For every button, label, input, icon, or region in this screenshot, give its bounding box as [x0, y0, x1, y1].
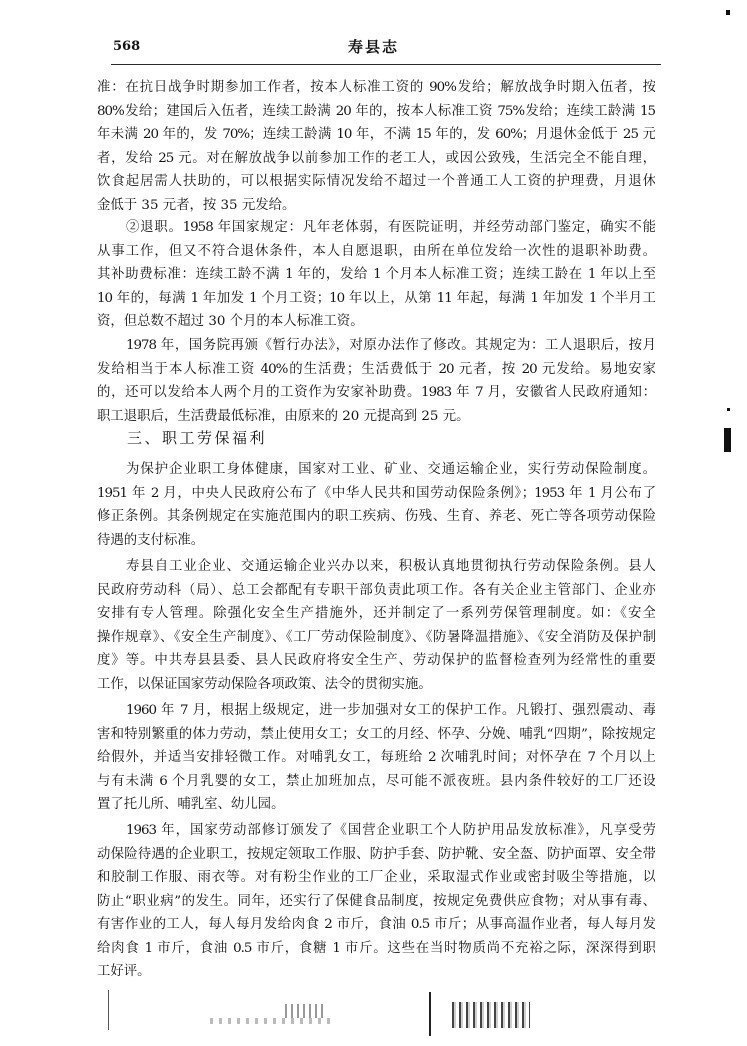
text-line: 置了托儿所、哺乳室、幼儿园。	[97, 797, 285, 812]
text-line: 动保险待遇的企业职工，按规定领取工作服、防护手套、防护靴、安全盔、防护面罩、安全带	[97, 846, 655, 862]
scan-artifact	[429, 992, 431, 1036]
text-line: 待遇的支付标准。	[97, 532, 205, 548]
paragraph-retirement-standards	[97, 76, 655, 217]
scan-artifact	[210, 1018, 330, 1024]
text-line: 职工退职后，生活费最低标准，由原来的 20 元提高到 25 元。	[97, 408, 470, 424]
paragraph-1978-revision	[97, 334, 655, 428]
book-title: 寿县志	[348, 38, 400, 56]
text-line: 者，发给 25 元。对在解放战争以前参加工作的老工人，或因公致残，生活完全不能自理，	[97, 150, 655, 166]
text-line: 防止“职业病”的发生。同年，还实行了保健食品制度，按规定免费供应食物；对从事有毒、	[97, 893, 655, 909]
paragraph-shouxian-implementation	[97, 555, 655, 696]
text-line: 1978 年，国务院再颁《暂行办法》，对原办法作了修改。其规定为：工人退职后，按月	[126, 338, 655, 353]
text-line: 为保护企业职工身体健康，国家对工业、矿业、交通运输企业，实行劳动保险制度。	[126, 462, 655, 477]
paragraph-protective-equipment	[97, 819, 655, 984]
text-line: 年未满 20 年的，发 70%；连续工龄满 10 年，不满 15 年的，发 60%；月退休金低于 25 元	[97, 127, 655, 142]
text-line: 工好评。	[97, 964, 151, 979]
text-line: 害和特别繁重的体力劳动，禁止使用女工；女工的月经、怀孕、分娩、哺乳“四期”，除按规定	[97, 726, 655, 742]
text-line: 金低于 35 元者，按 35 元发给。	[97, 197, 296, 213]
scan-artifact	[724, 428, 731, 452]
header-rule	[111, 64, 661, 65]
text-line: 和胶制工作服、雨衣等。对有粉尘作业的工厂企业，采取湿式作业或密封吸尘等措施，以	[97, 870, 655, 885]
text-line: 有害作业的工人，每人每月发给肉食 2 市斤，食油 0.5 市斤；从事高温作业者，每人每月发	[97, 917, 655, 932]
scan-artifact	[727, 408, 730, 411]
text-line: 民政府劳动科（局）、总工会都配有专职干部负责此项工作。各有关企业主管部门、企业亦	[97, 582, 655, 598]
text-line: 的，还可以发给本人两个月的工资作为安家补助费。1983 年 7 月，安徽省人民政府通知：	[97, 385, 655, 400]
text-line: 1960 年 7 月，根据上级规定，进一步加强对女工的保护工作。凡锻打、强烈震动、毒	[126, 703, 655, 718]
paragraph-female-workers	[97, 699, 655, 817]
scan-artifact	[285, 1004, 325, 1018]
text-line: 度》等。中共寿县县委、县人民政府将安全生产、劳动保护的监督检查列为经常性的重要	[97, 653, 655, 668]
text-line: 准：在抗日战争时期参加工作者，按本人标准工资的 90%发给；解放战争时期入伍者，按	[97, 80, 655, 95]
text-line: 修正条例。其条例规定在实施范围内的职工疾病、伤残、生育、养老、死亡等各项劳动保险	[97, 509, 655, 524]
text-line: 1951 年 2 月，中央人民政府公布了《中华人民共和国劳动保险条例》；1953 年 1 月公布了	[97, 485, 655, 501]
text-line: 与有未满 6 个月乳婴的女工，禁止加班加点，尽可能不派夜班。县内条件较好的工厂还设	[97, 773, 655, 789]
paragraph-resignation	[97, 216, 655, 334]
text-line: 安排有专人管理。除强化安全生产措施外，还并制定了一系列劳保管理制度。如：《安全	[97, 606, 655, 621]
text-line: 从事工作，但又不符合退休条件，本人自愿退职，由所在单位发给一次性的退职补助费。	[97, 243, 655, 259]
text-line: 10 年的，每满 1 年加发 1 个月工资；10 年以上，从第 11 年起，每满 1 年加发 1 个半月工	[97, 290, 655, 306]
text-line: 1963 年，国家劳动部修订颁发了《国营企业职工个人防护用品发放标准》，凡享受劳	[126, 823, 655, 838]
text-line: 其补助费标准：连续工龄不满 1 年的，发给 1 个月本人标准工资；连续工龄在 1 年以上至	[97, 267, 655, 282]
text-line: 操作规章》、《安全生产制度》、《工厂劳动保险制度》、《防暑降温措施》、《安全消防及保护制	[97, 629, 655, 645]
section-heading: 三、职工劳保福利	[127, 429, 268, 447]
text-line: ②退职。1958 年国家规定：凡年老体弱，有医院证明，并经劳动部门鉴定，确实不能	[126, 220, 655, 235]
text-line: 给假外，并适当安排轻微工作。对哺乳女工，每班给 2 次哺乳时间；对怀孕在 7 个月以上	[97, 750, 655, 765]
text-line: 饮食起居需人扶助的，可以根据实际情况发给不超过一个普通工人工资的护理费，月退休	[97, 174, 655, 189]
text-line: 资，但总数不超过 30 个月的本人标准工资。	[97, 314, 364, 329]
text-line: 80%发给；建国后入伍者，连续工龄满 20 年的，按本人标准工资 75%发给；连续工龄满 15	[97, 103, 655, 119]
text-line: 寿县自工业企业、交通运输企业兴办以来，积极认真地贯彻执行劳动保险条例。县人	[126, 559, 655, 574]
scan-artifact	[452, 1002, 530, 1028]
text-line: 给肉食 1 市斤，食油 0.5 市斤，食糖 1 市斤。这些在当时物质尚不充裕之际，深深得到职	[97, 940, 655, 956]
page-number: 568	[113, 39, 141, 54]
paragraph-labor-insurance	[97, 458, 655, 552]
scan-artifact	[108, 990, 109, 1030]
text-line: 发给相当于本人标准工资 40%的生活费；生活费低于 20 元者，按 20 元发给。易地安家	[97, 361, 655, 377]
text-line: 工作，以保证国家劳动保险各项政策、法令的贯彻实施。	[97, 676, 432, 692]
scan-artifact	[726, 10, 730, 15]
